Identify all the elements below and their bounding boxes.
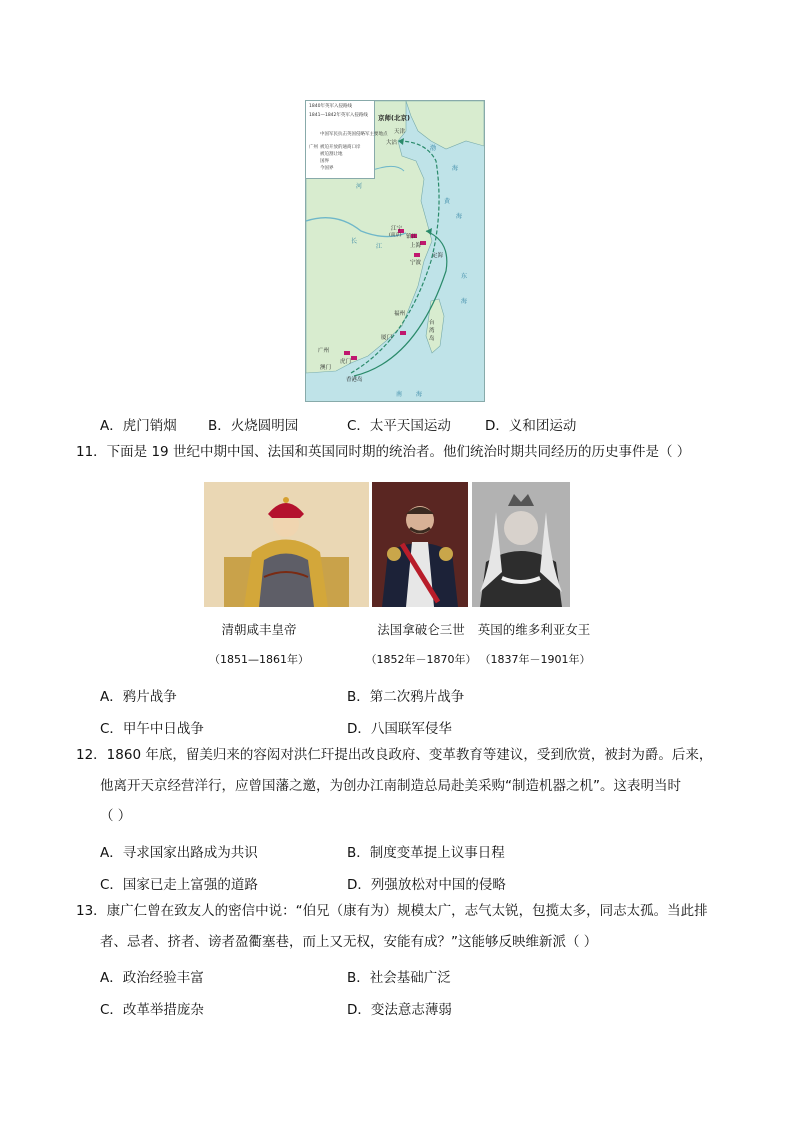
ruler-name: 清朝咸丰皇帝 — [221, 622, 297, 637]
river-label: 长 — [351, 238, 358, 245]
q13-option-b: B．社会基础广泛 — [347, 970, 451, 986]
map-label-tianjin: 天津 — [394, 129, 406, 135]
q13-line-2: 者、忌者、挤者、谤者盈衢塞巷，而上又无权，安能有成？”这能够反映维新派（ ） — [100, 934, 598, 950]
sea-label: 南 — [396, 391, 403, 398]
q13-line-1: 13．康广仁曾在致友人的密信中说：“伯兄（康有为）规模太广，志气太锐，包揽太多，同志太孤。当此排 — [76, 903, 708, 919]
map-label-dinghai: 定海 — [432, 253, 444, 259]
ruler-years: （1837年－1901年） — [479, 653, 591, 666]
legend-item: 国界 — [320, 159, 329, 164]
legend-item: 中国军民抗击英国侵略军主要地点 — [320, 132, 388, 137]
map-label-nanjing: (南京) — [389, 233, 402, 238]
legend-item: 今国界 — [320, 166, 334, 171]
legend-item: 被迫割让地 — [320, 152, 343, 157]
q10-option-a: A．虎门销烟 — [100, 418, 177, 434]
map-label-taiwan: 台湾岛 — [429, 320, 435, 342]
map-legend — [306, 101, 388, 179]
opium-war-map — [305, 100, 485, 402]
q11-stem: 11．下面是 19 世纪中期中国、法国和英国同时期的统治者。他们统治时期共同经历的历史事件是（ ） — [76, 444, 691, 460]
portrait-napoleon-iii — [372, 482, 468, 607]
map-label-ningbo: 宁波 — [410, 260, 422, 266]
map-label-shanghai: 上海 — [410, 243, 422, 249]
portrait-victoria — [472, 482, 570, 607]
q12-line-3: （ ） — [100, 808, 132, 824]
q12-option-a: A．寻求国家出路成为共识 — [100, 845, 258, 861]
map-label-humen: 虎门 — [340, 359, 352, 365]
map-label-jiangning: 江宁 — [391, 226, 403, 232]
q10-option-b: B．火烧圆明园 — [208, 418, 299, 434]
legend-item: 1840年英军入侵路线 — [309, 104, 352, 109]
q11-option-d: D．八国联军侵华 — [347, 721, 452, 737]
sea-label: 海 — [416, 391, 423, 398]
sea-label: 海 — [452, 165, 459, 172]
sea-label: 东 — [461, 273, 468, 280]
sea-label: 海 — [461, 298, 468, 305]
legend-short: 广州 — [309, 145, 318, 150]
ruler-name: 法国拿破仑三世 — [377, 622, 465, 637]
q12-line-2: 他离开天京经营洋行，应曾国藩之邀，为创办江南制造总局赴美采购“制造机器之机”。这表明当时 — [100, 778, 681, 794]
map-label-capital: 京师(北京) — [378, 114, 410, 122]
legend-item: 1841—1842年英军入侵路线 — [309, 113, 368, 118]
q12-option-b: B．制度变革提上议事日程 — [347, 845, 505, 861]
map-label-dagu: 大沽 — [386, 140, 398, 146]
q13-option-a: A．政治经验丰富 — [100, 970, 204, 986]
map-label-zhenjiang: 镇江 — [406, 234, 418, 240]
q10-option-c: C．太平天国运动 — [347, 418, 451, 434]
sea-label: 海 — [456, 213, 463, 220]
ruler-name: 英国的维多利亚女王 — [477, 622, 591, 637]
q12-option-c: C．国家已走上富强的道路 — [100, 877, 258, 893]
q10-option-d: D．义和团运动 — [485, 418, 577, 434]
map-label-guangzhou: 广州 — [318, 348, 330, 354]
q13-option-c: C．改革举措庞杂 — [100, 1002, 204, 1018]
ruler-years: （1851—1861年） — [209, 653, 309, 666]
sea-label: 黄 — [444, 198, 451, 205]
map-label-aomen: 澳门 — [320, 365, 332, 371]
sea-label: 渤 — [430, 145, 437, 152]
q12-line-1: 12．1860 年底，留美归来的容闳对洪仁玕提出改良政府、变革教育等建议，受到欣赏，被封为爵。后来， — [76, 747, 713, 763]
river-label: 江 — [376, 243, 383, 250]
q11-option-a: A．鸦片战争 — [100, 689, 177, 705]
portrait-xianfeng — [204, 482, 369, 607]
q13-option-d: D．变法意志薄弱 — [347, 1002, 452, 1018]
q12-option-d: D．列强放松对中国的侵略 — [347, 877, 506, 893]
map-label-xiamen: 厦门 — [381, 335, 393, 341]
ruler-years: （1852年－1870年） — [365, 653, 477, 666]
map-label-fuzhou: 福州 — [394, 311, 406, 317]
legend-item: 被迫开放的通商口岸 — [320, 145, 361, 150]
q11-option-c: C．甲午中日战争 — [100, 721, 204, 737]
q11-option-b: B．第二次鸦片战争 — [347, 689, 465, 705]
river-label: 河 — [356, 183, 363, 190]
map-label-xianggang: 香港岛 — [346, 377, 363, 383]
